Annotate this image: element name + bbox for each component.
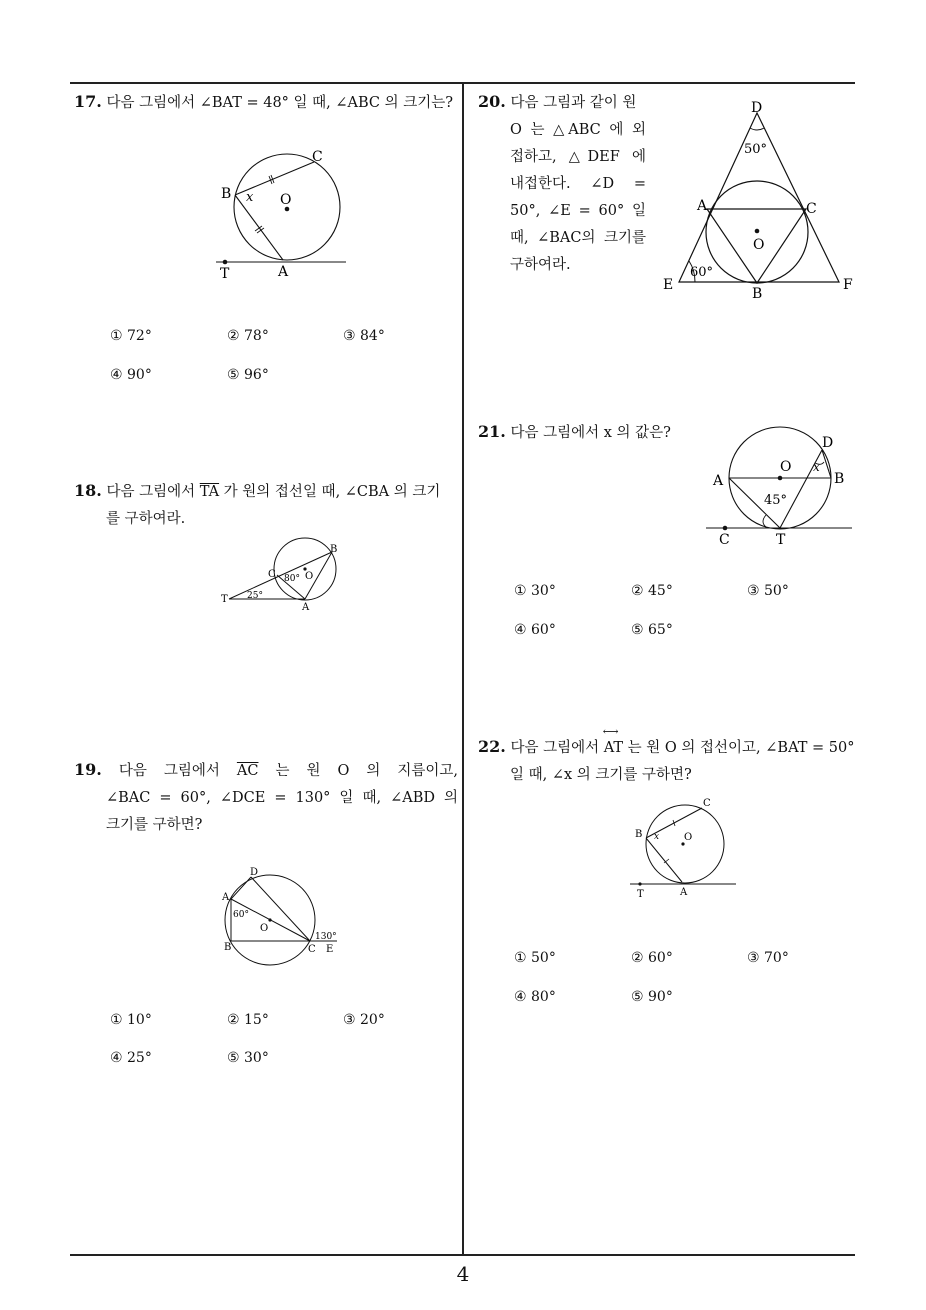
question-text-line4: 내접한다. ∠D = (510, 176, 646, 192)
label-a: A (302, 602, 310, 613)
option-22-4[interactable]: ④ 80° (514, 989, 556, 1005)
label-60: 60° (690, 265, 714, 280)
label-t: T (637, 889, 644, 900)
point-t (223, 260, 228, 265)
label-b: B (221, 186, 232, 202)
question-text: 다음 그림에서 (106, 484, 200, 500)
label-d: D (822, 435, 834, 451)
option-17-3[interactable]: ③ 84° (343, 328, 385, 344)
chord-db (822, 450, 831, 478)
option-21-3[interactable]: ③ 50° (747, 583, 789, 599)
label-c: C (308, 944, 316, 955)
label-c: C (268, 569, 276, 580)
label-e: E (326, 944, 334, 955)
label-45: 45° (764, 493, 788, 508)
question-18 (74, 477, 458, 533)
label-t: T (776, 532, 786, 548)
label-c: C (806, 201, 817, 217)
question-text-line5: 50°, ∠E = 60° 일 (510, 203, 646, 219)
question-text-line3: 접하고, △DEF 에 (510, 149, 646, 165)
segment-ta: $\overline{TA}$ (199, 484, 220, 500)
label-b: B (834, 471, 845, 487)
label-o: O (260, 923, 269, 934)
option-21-2[interactable]: ② 45° (631, 583, 673, 599)
option-17-5[interactable]: ⑤ 96° (227, 367, 269, 383)
page-number: 4 (456, 1262, 470, 1286)
label-b: B (752, 286, 763, 302)
label-c: C (312, 149, 323, 165)
label-a: A (278, 264, 289, 280)
point-c (723, 526, 728, 531)
double-arrow-icon: ⟷ (602, 725, 619, 738)
label-o: O (753, 237, 765, 253)
label-o: O (780, 459, 792, 475)
label-130: 130° (315, 932, 337, 942)
option-19-1[interactable]: ① 10° (110, 1012, 152, 1028)
label-e: E (663, 277, 674, 293)
label-x: x (654, 832, 660, 842)
label-b: B (330, 544, 338, 555)
figure-17 (210, 140, 360, 290)
figure-21 (700, 420, 858, 550)
center-dot (755, 229, 760, 234)
label-c: C (703, 798, 711, 809)
question-text: 다음 그림에서 ∠BAT = 48° 일 때, ∠ABC 의 크기는? (106, 95, 454, 111)
angle-arc-45 (763, 515, 766, 527)
option-17-4[interactable]: ④ 90° (110, 367, 152, 383)
option-19-2[interactable]: ② 15° (227, 1012, 269, 1028)
center-dot (778, 476, 783, 481)
question-19 (74, 756, 458, 839)
label-a: A (222, 892, 230, 903)
question-text-line2: 일 때, ∠x 의 크기를 구하면? (510, 767, 692, 783)
line-at-label: AT (603, 740, 624, 756)
center-dot (268, 918, 271, 921)
label-t: T (220, 266, 230, 282)
label-60: 60° (233, 910, 249, 920)
question-text: 다음 그림에서 (510, 740, 604, 756)
question-number: 19. (74, 760, 102, 779)
chord-ba (235, 195, 283, 260)
label-50: 50° (744, 142, 768, 157)
label-x: x (813, 460, 820, 474)
question-number: 22. (478, 737, 506, 756)
question-text: 다음 그림에서 (118, 763, 237, 779)
question-number: 17. (74, 92, 102, 111)
question-text: 다음 그림에서 x 의 값은? (510, 425, 671, 441)
question-text: 는 원 O 의 접선이고, ∠BAT = 50° (623, 740, 855, 756)
question-text-line2: O 는 △ABC 에 외 (510, 122, 646, 138)
question-17 (74, 88, 458, 117)
figure-19 (215, 862, 345, 970)
secant-tb (229, 552, 332, 599)
figure-18 (215, 535, 350, 617)
question-text-line1: 다음 그림과 같이 원 (510, 95, 637, 111)
question-text-line2: 를 구하여라. (106, 511, 186, 527)
option-19-3[interactable]: ③ 20° (343, 1012, 385, 1028)
question-text: 가 원의 접선일 때, ∠CBA 의 크기 (219, 484, 441, 500)
option-19-4[interactable]: ④ 25° (110, 1050, 152, 1066)
option-17-1[interactable]: ① 72° (110, 328, 152, 344)
option-21-4[interactable]: ④ 60° (514, 622, 556, 638)
option-19-5[interactable]: ⑤ 30° (227, 1050, 269, 1066)
label-d: D (250, 867, 259, 878)
label-d: D (751, 100, 763, 116)
question-number: 20. (478, 92, 506, 111)
option-22-5[interactable]: ⑤ 90° (631, 989, 673, 1005)
question-text-line6: 때, ∠BAC의 크기를 (510, 230, 646, 246)
label-f: F (843, 277, 853, 293)
label-a: A (713, 473, 724, 489)
option-22-2[interactable]: ② 60° (631, 950, 673, 966)
segment-ac: $\overline{AC}$ (236, 763, 259, 779)
question-number: 18. (74, 481, 102, 500)
question-text: 는 원 O 의 지름이고, (258, 763, 459, 779)
question-text-line3: 크기를 구하면? (106, 817, 203, 833)
label-80: 80° (284, 574, 300, 584)
figure-22 (625, 793, 745, 905)
option-21-5[interactable]: ⑤ 65° (631, 622, 673, 638)
question-number: 21. (478, 422, 506, 441)
label-b: B (635, 829, 643, 840)
column-divider (462, 82, 464, 1256)
label-25: 25° (247, 591, 263, 601)
question-22 (478, 725, 862, 789)
option-22-3[interactable]: ③ 70° (747, 950, 789, 966)
question-text-line7: 구하여라. (510, 257, 571, 273)
option-21-1[interactable]: ① 30° (514, 583, 556, 599)
chord-ba (646, 838, 682, 882)
label-a: A (680, 887, 688, 898)
label-c: C (719, 532, 730, 548)
line-at (602, 725, 624, 762)
option-17-2[interactable]: ② 78° (227, 328, 269, 344)
label-x: x (246, 190, 254, 205)
label-o: O (305, 571, 314, 582)
question-20 (478, 88, 646, 279)
label-o: O (280, 192, 292, 208)
label-o: O (684, 832, 693, 843)
label-b: B (224, 942, 232, 953)
point-t (638, 882, 641, 885)
label-a: A (697, 198, 708, 214)
option-22-1[interactable]: ① 50° (514, 950, 556, 966)
question-21 (478, 418, 718, 447)
figure-20 (655, 95, 860, 305)
question-text-line2: ∠BAC = 60°, ∠DCE = 130° 일 때, ∠ABD 의 (106, 790, 458, 806)
label-t: T (221, 594, 228, 605)
angle-arc-d (750, 128, 764, 130)
line-ad (231, 877, 251, 899)
